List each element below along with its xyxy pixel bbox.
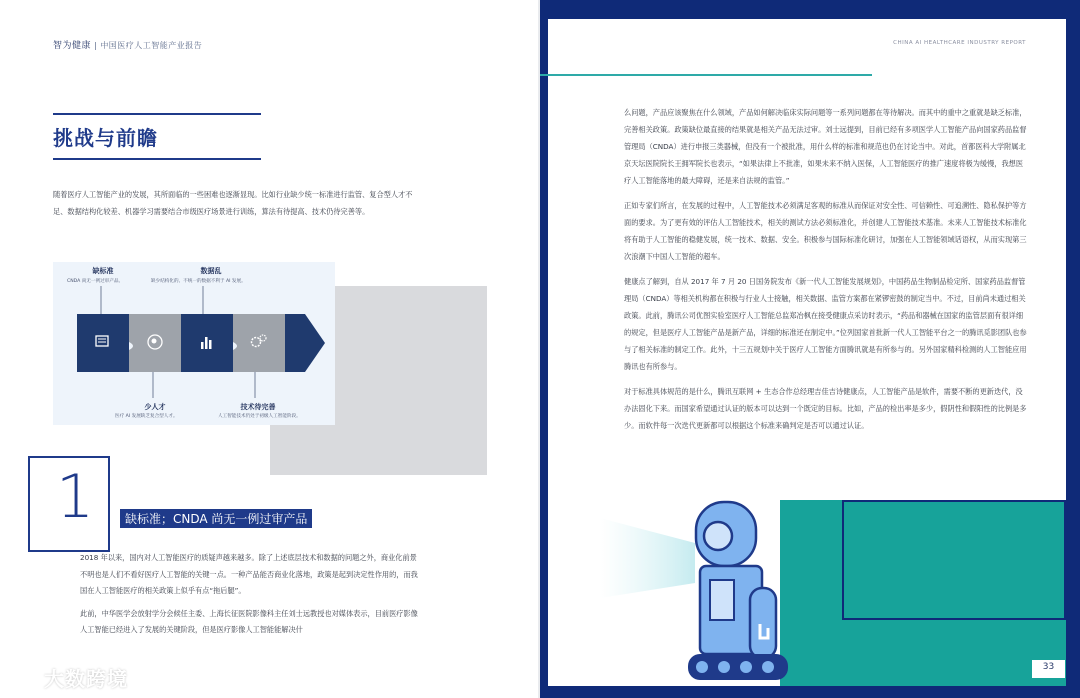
diagram-desc-standard: CNDA 尚无一例过审产品。 bbox=[67, 279, 124, 284]
diagram-label-talent: 少人才 bbox=[144, 403, 166, 411]
watermark-logo-icon bbox=[8, 664, 42, 688]
header-right: CHINA AI HEALTHCARE INDUSTRY REPORT bbox=[893, 40, 1026, 46]
header-brand: 智为健康 bbox=[53, 41, 92, 51]
diagram-desc-tech: 人工智能技术仍处于初级人工智能阶段。 bbox=[218, 414, 301, 419]
arrow-head bbox=[285, 314, 325, 372]
robot-illustration bbox=[600, 488, 800, 688]
page-number: 33 bbox=[1042, 662, 1055, 672]
diagram-desc-data: 缺少结构化的、不统一的数据不利于 AI 发展。 bbox=[151, 279, 246, 284]
right-body bbox=[624, 104, 1029, 434]
track-wheel bbox=[718, 661, 730, 673]
diagram-label-standard: 缺标准 bbox=[92, 267, 114, 275]
left-page bbox=[0, 0, 538, 698]
watermark-text: 大数跨境 bbox=[44, 667, 128, 691]
light-beam bbox=[600, 518, 695, 598]
diagram-label-tech: 技术待完善 bbox=[240, 403, 276, 411]
page-title: 挑战与前瞻 bbox=[53, 126, 158, 150]
intro-text: 随着医疗人工智能产业的发展，其所面临的一些困难也逐渐显现。比如行业缺少统一标准进行监管、复合型人才不足、数据结构化较差、机器学习需要结合市级医疗场景进行训练，算法有待提高、技术仍待完善等。 bbox=[53, 190, 413, 216]
right-page bbox=[540, 0, 1080, 698]
right-paragraph-4: 对于标准具体规范的是什么，腾讯互联网 + 生态合作总经理吉佳吉诗健康点，人工智能产品是软件，需要不断的更新迭代，没办法固化下来。而国家希望通过认证的版本可以达到一个既定的目标。比如，产品的检出率是多少，假阴性和假阳性的比例是多少。而软件每一次迭代更新都可以根据这个标准来确判定是否可以通过认证。 bbox=[624, 387, 1027, 430]
title-top-rule bbox=[53, 113, 261, 115]
right-paragraph-3: 健康点了解到，自从 2017 年 7 月 20 日国务院发布《新一代人工智能发展规划》，中国药品生物制品检定所、国家药品监督管理局（CNDA）等相关机构都在积极与行业人士接触，相关数据、监管方案都在紧锣密鼓的制定当中。不过，目前尚未通过相关政策。此前，腾讯公司优图实验室医疗人工智能总监郑冶枫在接受健康点采访时表示，“药品和器械在国家的监管层面有很详细的规定，但是医疗人工智能产品是新产品，详细的标准还在制定中。”位列国家首批新一代人工智能平台之一的腾讯觅影团队也参与了相关标准的制定工作。此外，十三五规划中关于医疗人工智能方面腾讯就是有所参与的。另外国家精科检测的人工智能应用腾讯也有所参与。 bbox=[624, 277, 1027, 371]
robot-arm bbox=[750, 588, 776, 658]
intro-paragraph bbox=[53, 187, 413, 220]
right-navy-strip bbox=[1066, 0, 1080, 698]
body-paragraph-2: 此前，中华医学会放射学分会候任主委、上海长征医院影像科主任刘士远教授也对媒体表示，目前医疗影像人工智能已经进入了发展的关键阶段，但是医疗影像人工智能能解决什 bbox=[80, 608, 418, 634]
right-paragraph-2: 正如专家们所言，在发展的过程中，人工智能技术必须满足客观的标准从而保证对安全性、可信赖性、可追溯性、隐私保护等方面的要求。为了更有效的评估人工智能技术，相关的测试方法必须标准化，并创建人工智能技术基准。未来人工智能技术标准化将有助于人工智能的稳健发展，统一技术、数据、安全。积极参与国际标准化研讨，加强在人工智能领域话语权，从而实现第三次浪潮下中国人工智能的超车。 bbox=[624, 201, 1027, 261]
robot-chest-panel bbox=[710, 580, 734, 620]
section-number-box bbox=[28, 456, 110, 552]
diagram-arrow-svg bbox=[53, 262, 335, 425]
section-body bbox=[80, 550, 420, 639]
left-navy-strip bbox=[540, 0, 548, 698]
track-wheel bbox=[740, 661, 752, 673]
right-paragraph-1: 么问题，产品应该聚焦在什么领域，产品如何解决临床实际问题等一系列问题都在等待解决。而其中的重中之重就是缺乏标准，完善相关政策。政策缺位最直接的结果就是相关产品无法过审。刘士远提到，目前已经有多项医学人工智能产品向国家药品监督管理局（CNDA）进行申报三类器械，但没有一个被批准，用什么样的标准和规范也仍在讨论当中。对此，首都医科大学附属北京天坛医院院长王拥军院长也表示，“如果法律上不批准，如果未来不纳入医保，人工智能医疗的推广速度将极为缓慢，我想医疗人工智能落地的最大障碍，还是来自法规的监管。” bbox=[624, 108, 1027, 185]
challenges-diagram bbox=[53, 262, 335, 425]
body-paragraph-1: 2018 年以来，国内对人工智能医疗的质疑声越来越多。除了上述底层技术和数据的问题之外，商业化前景不明也是人们不看好医疗人工智能的关键一点。一种产品能否商业化落地，政策是起到决定性作用的，而我国在人工智能医疗的相关政策上似乎有点“拖后腿”。 bbox=[80, 553, 418, 595]
navy-outline-box bbox=[842, 500, 1066, 620]
diagram-label-data: 数据乱 bbox=[200, 267, 222, 275]
title-bottom-rule bbox=[53, 158, 261, 160]
robot-eye bbox=[704, 522, 732, 550]
segment-tech bbox=[233, 314, 285, 372]
track-wheel bbox=[762, 661, 774, 673]
header-left: 智为健康 | 中国医疗人工智能产业报告 bbox=[53, 41, 203, 51]
section-number: 1 bbox=[56, 462, 95, 532]
section-title: 缺标准；CNDA 尚无一例过审产品 bbox=[120, 509, 312, 528]
header-report-name: 中国医疗人工智能产业报告 bbox=[100, 41, 203, 50]
track-wheel bbox=[696, 661, 708, 673]
top-navy-band bbox=[540, 0, 1080, 19]
segment-standard bbox=[77, 314, 133, 372]
teal-rule bbox=[540, 74, 872, 76]
diagram-desc-talent: 医疗 AI 发展缺乏复合型人才。 bbox=[115, 414, 178, 419]
